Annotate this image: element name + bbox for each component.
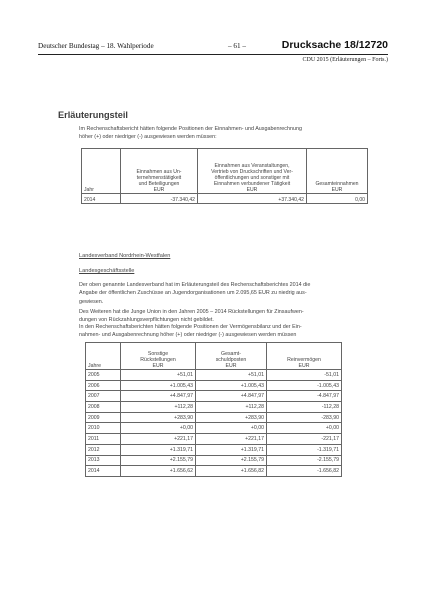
document-number	[282, 39, 388, 51]
table-row	[82, 194, 368, 204]
balance-table	[85, 342, 342, 477]
cell-value: +0,00	[196, 423, 267, 434]
cell-value: +221,17	[196, 434, 267, 445]
table-row	[86, 434, 342, 445]
header-text: Gesamt-	[221, 351, 241, 357]
table-header-row	[82, 149, 368, 194]
cell-value: -1.319,71	[267, 444, 342, 455]
header-text: schuldposten	[215, 357, 247, 363]
geschaeftsstelle-heading: Landesgeschäftsstelle	[79, 268, 135, 274]
header-text: EUR	[153, 187, 165, 193]
cell-value: +51,01	[196, 370, 267, 381]
cell-value: +221,17	[121, 434, 196, 445]
intro-paragraph	[79, 125, 361, 142]
cell-value: -283,90	[267, 412, 342, 423]
cell-jahr: 2005	[86, 370, 121, 381]
cell-value: +1.005,43	[196, 380, 267, 391]
table-row	[86, 380, 342, 391]
table-row	[86, 370, 342, 381]
table-row	[86, 402, 342, 413]
zuschuesse-paragraph	[79, 281, 361, 306]
paragraph-line: Des Weiteren hat die Junge Union in den Jahren 2005 – 2014 Rückstellungen für Zinsaufwen-	[79, 309, 304, 315]
header-parliament: Deutscher Bundestag – 18. Wahlperiode	[38, 42, 154, 50]
header-text: Sonstige	[147, 351, 169, 357]
positionen-paragraph	[79, 323, 361, 340]
header-text: und Beteiligungen	[138, 181, 180, 187]
cell-jahr: 2006	[86, 380, 121, 391]
header-jahr: Jahr	[82, 149, 121, 194]
header-reinvermoegen	[267, 343, 342, 370]
cell-value: -221,17	[267, 434, 342, 445]
intro-line: höher (+) oder niedriger (-) ausgewiesen werden müssen:	[79, 134, 217, 141]
cell-jahr: 2012	[86, 444, 121, 455]
cell-value: -51,01	[267, 370, 342, 381]
table-header-row	[86, 343, 342, 370]
header-text: Reinvermögen	[287, 357, 321, 363]
cell-jahr: 2007	[86, 391, 121, 402]
header-text: EUR	[331, 187, 343, 193]
header-text: EUR	[246, 187, 258, 193]
header-gesamteinnahmen	[307, 149, 368, 194]
cell-jahr: 2009	[86, 412, 121, 423]
cell-value: +112,28	[121, 402, 196, 413]
header-text: EUR	[225, 363, 237, 369]
cell-value: -1.005,43	[267, 380, 342, 391]
doc-number: 12720	[358, 39, 388, 51]
doc-label: Drucksache 18/	[281, 39, 359, 51]
cell-value: +1.319,71	[121, 444, 196, 455]
cell-value: +1.656,62	[121, 466, 196, 477]
cell-value: +51,01	[121, 370, 196, 381]
header-rule	[38, 54, 388, 55]
cell-value: +0,00	[267, 423, 342, 434]
paragraph-line: gewiesen.	[79, 298, 104, 305]
table-row	[86, 444, 342, 455]
page-number: – 61 –	[228, 42, 246, 50]
cell-value: +112,28	[196, 402, 267, 413]
cell-jahr: 2013	[86, 455, 121, 466]
header-text: Rückstellungen	[140, 357, 176, 363]
cell-value: -2.155,79	[267, 455, 342, 466]
table-row	[86, 455, 342, 466]
header-unternehmen	[121, 149, 198, 194]
cell-value: +2.155,79	[196, 455, 267, 466]
header-text: öffentlichungen und sonstiger mit	[214, 175, 290, 181]
header-rueckstellungen	[121, 343, 196, 370]
income-table	[81, 148, 368, 204]
cell-value: +1.005,43	[121, 380, 196, 391]
cell-jahr: 2008	[86, 402, 121, 413]
header-text: Einnahmen aus Veranstaltungen,	[214, 163, 290, 169]
header-text: Einnahmen aus Un-	[136, 169, 182, 175]
cell-value: +37.340,42	[198, 194, 307, 204]
cell-jahr: 2010	[86, 423, 121, 434]
table-row	[86, 466, 342, 477]
header-text: ternehmenstätigkeit	[136, 175, 182, 181]
header-jahre: Jahre	[86, 343, 121, 370]
paragraph-line: Angabe der öffentlichen Zuschüsse an Jugendorganisationen um 2.095,65 EUR zu niedrig aus-	[79, 290, 307, 297]
cell-value: +0,00	[121, 423, 196, 434]
cell-value: +283,90	[121, 412, 196, 423]
header-text: EUR	[298, 363, 310, 369]
paragraph-line: Der oben genannte Landesverband hat im Erläuterungsteil des Rechenschaftsberichtes 2014 die	[79, 282, 311, 288]
cell-value: +283,90	[196, 412, 267, 423]
header-veranstaltungen	[198, 149, 307, 194]
cell-value: +2.155,79	[121, 455, 196, 466]
cell-jahr: 2014	[82, 194, 121, 204]
header-subtitle: CDU 2015 (Erläuterungen – Forts.)	[302, 57, 388, 63]
cell-value: 0,00	[307, 194, 368, 204]
cell-jahr: 2011	[86, 434, 121, 445]
paragraph-line: dungen von Rückzahlungsverpflichtungen nicht gebildet.	[79, 317, 214, 324]
landesverband-heading: Landesverband Nordrhein-Westfalen	[79, 253, 171, 259]
cell-value: +4.847,97	[121, 391, 196, 402]
page-header	[38, 40, 388, 54]
header-text: EUR	[152, 363, 164, 369]
cell-value: -112,28	[267, 402, 342, 413]
cell-jahr: 2014	[86, 466, 121, 477]
cell-value: -37.340,42	[121, 194, 198, 204]
paragraph-line: nahmen- und Ausgabenrechnung höher (+) oder niedriger (-) ausgewiesen werden müssen	[79, 332, 297, 339]
cell-value: +1.319,71	[196, 444, 267, 455]
cell-value: +4.847,97	[196, 391, 267, 402]
intro-line: Im Rechenschaftsbericht hätten folgende Positionen der Einnahmen- und Ausgabenrechnung	[79, 126, 302, 132]
header-schuldposten	[196, 343, 267, 370]
table-row	[86, 412, 342, 423]
cell-value: -4.847,97	[267, 391, 342, 402]
table-row	[86, 391, 342, 402]
header-text: Einnahmen verbundener Tätigkeit	[213, 181, 291, 187]
cell-value: +1.656,82	[196, 466, 267, 477]
table-row	[86, 423, 342, 434]
header-text: Vertrieb von Druckschriften und Ver-	[211, 169, 293, 175]
section-title: Erläuterungsteil	[58, 110, 128, 120]
cell-value: -1.656,82	[267, 466, 342, 477]
header-text: Gesamteinnahmen	[315, 181, 359, 187]
paragraph-line: In den Rechenschaftsberichten hätten folgende Positionen der Vermögensbilanz und der Ein-	[79, 324, 302, 330]
